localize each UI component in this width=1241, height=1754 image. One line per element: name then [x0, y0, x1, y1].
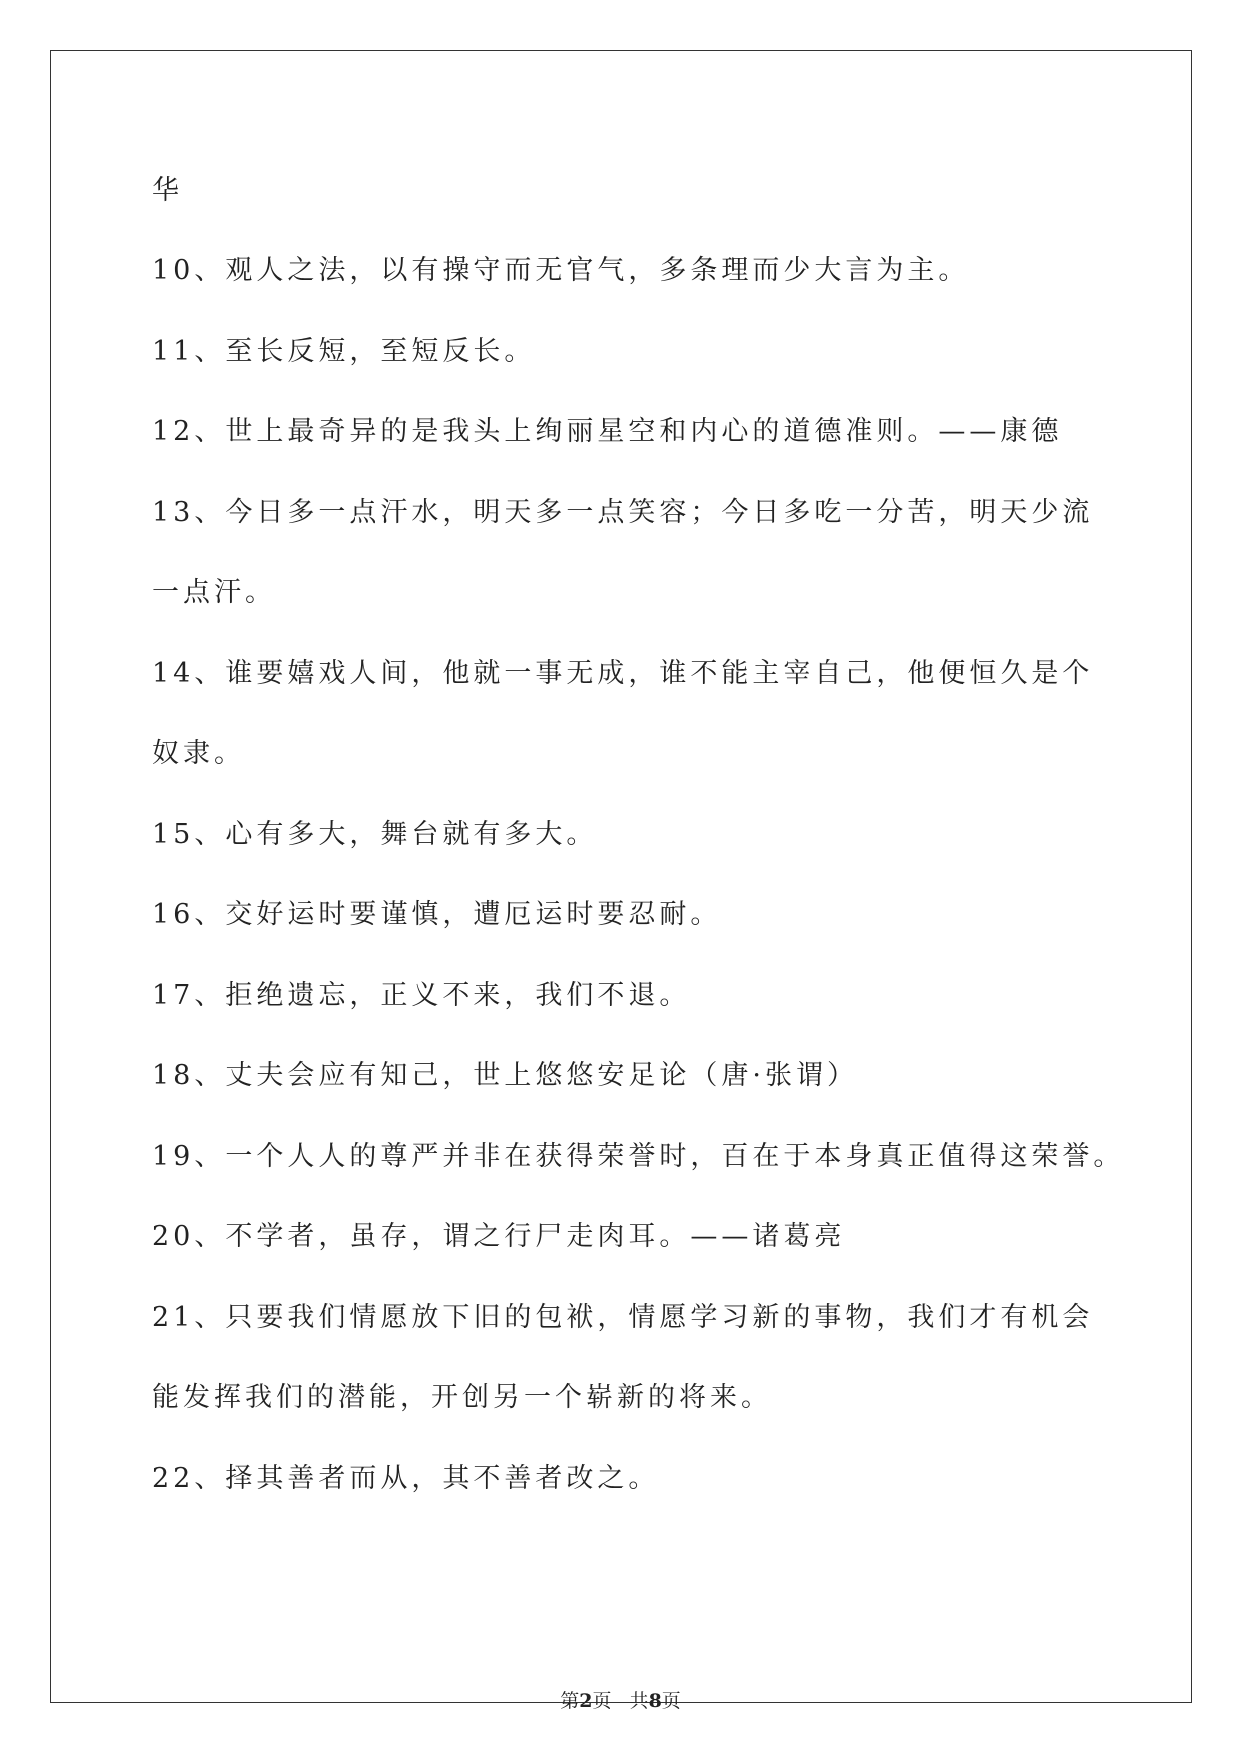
text-line: 21、只要我们情愿放下旧的包袱，情愿学习新的事物，我们才有机会 — [152, 1302, 1094, 1333]
text-line: 20、不学者，虽存，谓之行尸走肉耳。——诸葛亮 — [152, 1221, 846, 1252]
text-line: 一点汗。 — [152, 577, 276, 608]
text-line: 13、今日多一点汗水，明天多一点笑容；今日多吃一分苦，明天少流 — [152, 497, 1094, 528]
text-line: 华 — [152, 175, 183, 206]
footer-middle: 页 共 — [592, 1690, 649, 1712]
text-line: 11、至长反短，至短反长。 — [152, 336, 536, 367]
total-page-number: 8 — [648, 1690, 662, 1712]
text-line: 14、谁要嬉戏人间，他就一事无成，谁不能主宰自己，他便恒久是个 — [152, 658, 1094, 689]
page-border — [50, 50, 1192, 1703]
text-line: 17、拒绝遗忘，正义不来，我们不退。 — [152, 980, 691, 1011]
text-line: 能发挥我们的潜能，开创另一个崭新的将来。 — [152, 1382, 772, 1413]
footer-prefix: 第 — [560, 1690, 580, 1712]
text-line: 10、观人之法，以有操守而无官气，多条理而少大言为主。 — [152, 255, 970, 286]
page-footer — [0, 1686, 1241, 1713]
text-line: 22、择其善者而从，其不善者改之。 — [152, 1463, 660, 1494]
current-page-number: 2 — [579, 1690, 593, 1712]
text-line: 奴隶。 — [152, 738, 245, 769]
text-line: 19、一个人人的尊严并非在获得荣誉时，百在于本身真正值得这荣誉。 — [152, 1141, 1125, 1172]
text-line: 18、丈夫会应有知己，世上悠悠安足论（唐·张谓） — [152, 1060, 858, 1091]
footer-suffix: 页 — [661, 1690, 681, 1712]
text-line: 16、交好运时要谨慎，遭厄运时要忍耐。 — [152, 899, 722, 930]
text-line: 15、心有多大，舞台就有多大。 — [152, 819, 598, 850]
text-line: 12、世上最奇异的是我头上绚丽星空和内心的道德准则。——康德 — [152, 416, 1063, 447]
